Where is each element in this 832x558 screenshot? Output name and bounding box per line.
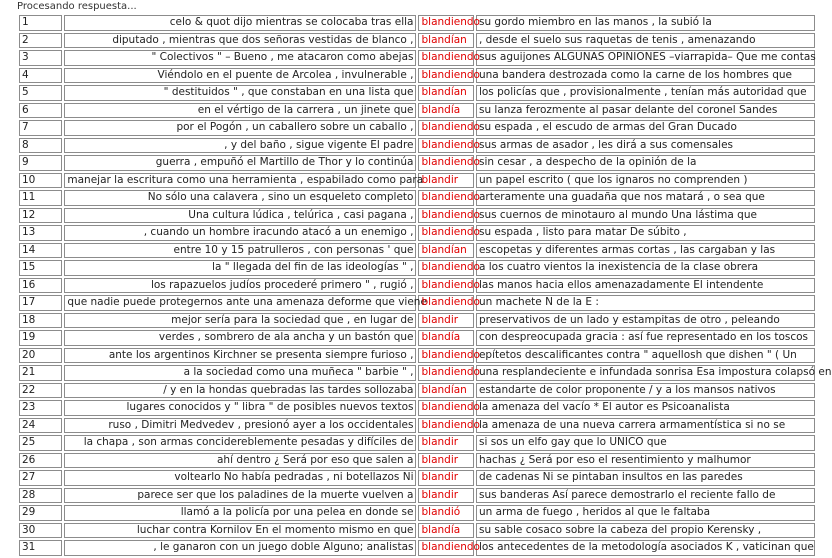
keyword: blandiendo bbox=[418, 15, 473, 31]
table-row bbox=[19, 155, 815, 171]
keyword: blandiendo bbox=[418, 155, 473, 171]
table-row bbox=[19, 33, 815, 49]
keyword: blandiendo bbox=[418, 68, 473, 84]
left-context: No sólo una calavera , sino un esqueleto completo bbox=[64, 190, 416, 206]
left-context: , cuando un hombre iracundo atacó a un enemigo , bbox=[64, 225, 416, 241]
keyword: blandiendo bbox=[418, 208, 473, 224]
left-context: / y en la hondas quebradas las tardes sollozaba bbox=[64, 383, 416, 399]
table-row bbox=[19, 295, 815, 311]
table-row bbox=[19, 418, 815, 434]
table-row bbox=[19, 120, 815, 136]
keyword: blandían bbox=[418, 85, 473, 101]
right-context: su espada , listo para matar De súbito , bbox=[476, 225, 815, 241]
table-row bbox=[19, 348, 815, 364]
left-context: a la sociedad como una muñeca " barbie " , bbox=[64, 365, 416, 381]
keyword: blandía bbox=[418, 330, 473, 346]
keyword: blandiendo bbox=[418, 295, 473, 311]
row-number: 10 bbox=[19, 173, 62, 189]
row-number: 26 bbox=[19, 453, 62, 469]
row-number: 7 bbox=[19, 120, 62, 136]
left-context: la chapa , son armas concidereblemente pesadas y difíciles de bbox=[64, 435, 416, 451]
concordance-table bbox=[17, 13, 832, 558]
left-context: voltearlo No había pedradas , ni botellazos Ni bbox=[64, 470, 416, 486]
right-context: la amenaza del vacío * El autor es Psicoanalista bbox=[476, 400, 815, 416]
row-number: 29 bbox=[19, 505, 62, 521]
keyword: blandir bbox=[418, 435, 473, 451]
left-context: manejar la escritura como una herramienta , espabilado como para bbox=[64, 173, 416, 189]
table-row bbox=[19, 400, 815, 416]
keyword: blandir bbox=[418, 488, 473, 504]
table-row bbox=[19, 313, 815, 329]
table-row bbox=[19, 470, 815, 486]
right-context: sus armas de asador , les dirá a sus comensales bbox=[476, 138, 815, 154]
row-number: 19 bbox=[19, 330, 62, 346]
left-context: entre 10 y 15 patrulleros , con personas ' que bbox=[64, 243, 416, 259]
row-number: 15 bbox=[19, 260, 62, 276]
row-number: 27 bbox=[19, 470, 62, 486]
table-row bbox=[19, 103, 815, 119]
right-context: si sos un elfo gay que lo UNICO que bbox=[476, 435, 815, 451]
left-context: ahí dentro ¿ Será por eso que salen a bbox=[64, 453, 416, 469]
left-context: que nadie puede protegernos ante una amenaza deforme que viene bbox=[64, 295, 416, 311]
table-row bbox=[19, 523, 815, 539]
left-context: mejor sería para la sociedad que , en lugar de bbox=[64, 313, 416, 329]
left-context: , y del baño , sigue vigente El padre bbox=[64, 138, 416, 154]
keyword: blandiendo bbox=[418, 400, 473, 416]
row-number: 16 bbox=[19, 278, 62, 294]
right-context: su espada , el escudo de armas del Gran Ducado bbox=[476, 120, 815, 136]
left-context: Una cultura lúdica , telúrica , casi pagana , bbox=[64, 208, 416, 224]
concordance-rows bbox=[19, 15, 832, 556]
left-context: " Colectivos " – Bueno , me atacaron como abejas bbox=[64, 50, 416, 66]
table-row bbox=[19, 365, 815, 381]
table-row bbox=[19, 505, 815, 521]
right-context: un papel escrito ( que los ignaros no comprenden ) bbox=[476, 173, 815, 189]
keyword: blandió bbox=[418, 505, 473, 521]
right-context: preservativos de un lado y estampitas de otro , peleando bbox=[476, 313, 815, 329]
left-context: " destituidos " , que constaban en una lista que bbox=[64, 85, 416, 101]
keyword: blandían bbox=[418, 243, 473, 259]
right-context: sus banderas Así parece demostrarlo el reciente fallo de bbox=[476, 488, 815, 504]
row-number: 1 bbox=[19, 15, 62, 31]
row-number: 31 bbox=[19, 540, 62, 556]
left-context: parece ser que los paladines de la muerte vuelven a bbox=[64, 488, 416, 504]
right-context: , desde el suelo sus raquetas de tenis , amenazando bbox=[476, 33, 815, 49]
row-number: 11 bbox=[19, 190, 62, 206]
keyword: blandiendo bbox=[418, 225, 473, 241]
left-context: guerra , empuñó el Martillo de Thor y lo continúa bbox=[64, 155, 416, 171]
right-context: un arma de fuego , heridos al que le faltaba bbox=[476, 505, 815, 521]
row-number: 28 bbox=[19, 488, 62, 504]
right-context: epítetos descalificantes contra " aquellosh que dishen " ( Un bbox=[476, 348, 815, 364]
keyword: blandiendo bbox=[418, 348, 473, 364]
right-context: los policías que , provisionalmente , tenían más autoridad que bbox=[476, 85, 815, 101]
row-number: 17 bbox=[19, 295, 62, 311]
right-context: sus aguijones ALGUNAS OPINIONES –viarrapida– Que me contas bbox=[476, 50, 815, 66]
keyword: blandir bbox=[418, 313, 473, 329]
right-context: las manos hacia ellos amenazadamente El intendente bbox=[476, 278, 815, 294]
right-context: a los cuatro vientos la inexistencia de la clase obrera bbox=[476, 260, 815, 276]
left-context: verdes , sombrero de ala ancha y un bastón que bbox=[64, 330, 416, 346]
left-context: ruso , Dimitri Medvedev , presionó ayer a los occidentales bbox=[64, 418, 416, 434]
keyword: blandiendo bbox=[418, 418, 473, 434]
keyword: blandían bbox=[418, 33, 473, 49]
row-number: 9 bbox=[19, 155, 62, 171]
left-context: lugares conocidos y " libra " de posibles nuevos textos bbox=[64, 400, 416, 416]
left-context: por el Pogón , un caballero sobre un caballo , bbox=[64, 120, 416, 136]
keyword: blandiendo bbox=[418, 278, 473, 294]
table-row bbox=[19, 15, 815, 31]
table-row bbox=[19, 225, 815, 241]
row-number: 6 bbox=[19, 103, 62, 119]
row-number: 23 bbox=[19, 400, 62, 416]
keyword: blandiendo bbox=[418, 138, 473, 154]
right-context: un machete N de la E : bbox=[476, 295, 815, 311]
right-context: su sable cosaco sobre la cabeza del propio Kerensky , bbox=[476, 523, 815, 539]
table-row bbox=[19, 453, 815, 469]
row-number: 5 bbox=[19, 85, 62, 101]
keyword: blandiendo bbox=[418, 190, 473, 206]
table-row bbox=[19, 383, 815, 399]
row-number: 8 bbox=[19, 138, 62, 154]
row-number: 12 bbox=[19, 208, 62, 224]
keyword: blandían bbox=[418, 383, 473, 399]
left-context: , le ganaron con un juego doble Alguno; analistas bbox=[64, 540, 416, 556]
row-number: 3 bbox=[19, 50, 62, 66]
table-row bbox=[19, 243, 815, 259]
right-context: su lanza ferozmente al pasar delante del coronel Sandes bbox=[476, 103, 815, 119]
table-row bbox=[19, 190, 815, 206]
table-row bbox=[19, 85, 815, 101]
table-row bbox=[19, 50, 815, 66]
row-number: 30 bbox=[19, 523, 62, 539]
right-context: escopetas y diferentes armas cortas , las cargaban y las bbox=[476, 243, 815, 259]
right-context: sus cuernos de minotauro al mundo Una lástima que bbox=[476, 208, 815, 224]
left-context: diputado , mientras que dos señoras vestidas de blanco , bbox=[64, 33, 416, 49]
right-context: arteramente una guadaña que nos matará , o sea que bbox=[476, 190, 815, 206]
row-number: 2 bbox=[19, 33, 62, 49]
status-text: Procesando respuesta... bbox=[17, 1, 137, 12]
left-context: los rapazuelos judíos procederé primero " , rugió , bbox=[64, 278, 416, 294]
table-row bbox=[19, 330, 815, 346]
left-context: llamó a la policía por una pelea en donde se bbox=[64, 505, 416, 521]
keyword: blandiendo bbox=[418, 365, 473, 381]
keyword: blandiendo bbox=[418, 50, 473, 66]
table-row bbox=[19, 68, 815, 84]
right-context: una bandera destrozada como la carne de los hombres que bbox=[476, 68, 815, 84]
right-context: de cadenas Ni se pintaban insultos en las paredes bbox=[476, 470, 815, 486]
row-number: 14 bbox=[19, 243, 62, 259]
keyword: blandiendo bbox=[418, 540, 473, 556]
row-number: 24 bbox=[19, 418, 62, 434]
right-context: la amenaza de una nueva carrera armamentística si no se bbox=[476, 418, 815, 434]
keyword: blandía bbox=[418, 523, 473, 539]
row-number: 25 bbox=[19, 435, 62, 451]
table-row bbox=[19, 540, 815, 556]
table-row bbox=[19, 488, 815, 504]
right-context: su gordo miembro en las manos , la subió la bbox=[476, 15, 815, 31]
right-context: una resplandeciente e infundada sonrisa Esa impostura colapsó en bbox=[476, 365, 815, 381]
right-context: con despreocupada gracia : así fue representado en los toscos bbox=[476, 330, 815, 346]
left-context: Viéndolo en el puente de Arcolea , invulnerable , bbox=[64, 68, 416, 84]
row-number: 18 bbox=[19, 313, 62, 329]
table-row bbox=[19, 173, 815, 189]
left-context: luchar contra Kornilov En el momento mismo en que bbox=[64, 523, 416, 539]
row-number: 13 bbox=[19, 225, 62, 241]
right-context: estandarte de color proponente / y a los mansos nativos bbox=[476, 383, 815, 399]
table-row bbox=[19, 138, 815, 154]
keyword: blandía bbox=[418, 103, 473, 119]
right-context: sin cesar , a despecho de la opinión de la bbox=[476, 155, 815, 171]
row-number: 22 bbox=[19, 383, 62, 399]
keyword: blandir bbox=[418, 470, 473, 486]
left-context: la " llegada del fin de las ideologías " , bbox=[64, 260, 416, 276]
row-number: 21 bbox=[19, 365, 62, 381]
keyword: blandiendo bbox=[418, 260, 473, 276]
left-context: celo & quot dijo mientras se colocaba tras ella bbox=[64, 15, 416, 31]
keyword: blandiendo bbox=[418, 120, 473, 136]
right-context: los antecedentes de la metodología asociados K , vaticinan que bbox=[476, 540, 815, 556]
keyword: blandir bbox=[418, 453, 473, 469]
table-row bbox=[19, 278, 815, 294]
table-row bbox=[19, 435, 815, 451]
keyword: blandir bbox=[418, 173, 473, 189]
row-number: 4 bbox=[19, 68, 62, 84]
left-context: en el vértigo de la carrera , un jinete que bbox=[64, 103, 416, 119]
table-row bbox=[19, 208, 815, 224]
table-row bbox=[19, 260, 815, 276]
right-context: hachas ¿ Será por eso el resentimiento y malhumor bbox=[476, 453, 815, 469]
row-number: 20 bbox=[19, 348, 62, 364]
left-context: ante los argentinos Kirchner se presenta siempre furioso , bbox=[64, 348, 416, 364]
